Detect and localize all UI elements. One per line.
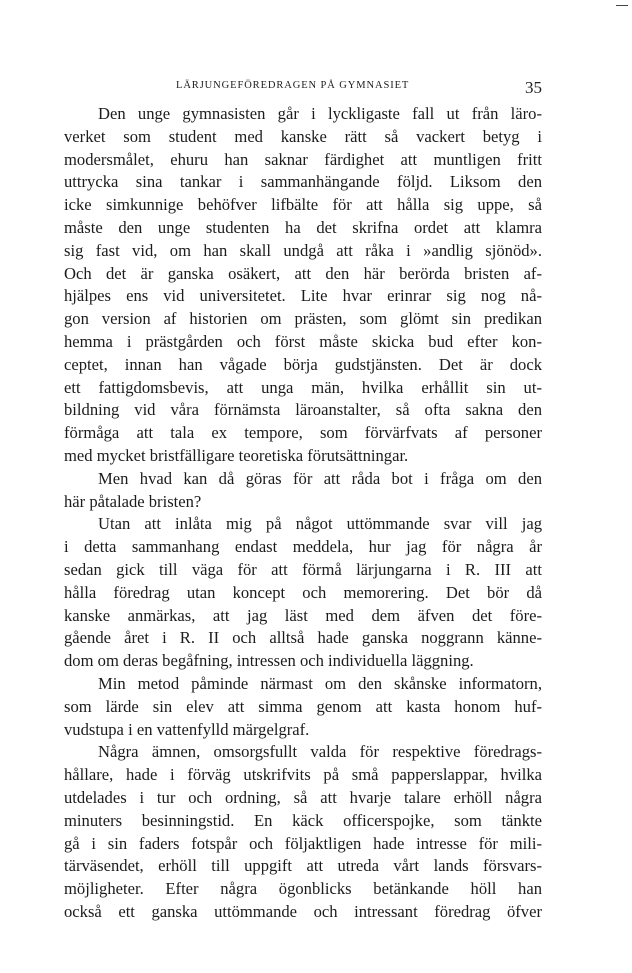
text-line: bildning vid våra förnämsta läroanstalter, så ofta sakna den: [64, 400, 542, 420]
text-line: som lärde sin elev att simma genom att kasta honom huf-: [64, 696, 542, 716]
text-line: uttrycka sina tankar i sammanhängande följd. Liksom den: [64, 172, 542, 192]
page-edge-mark: [616, 5, 628, 6]
text-line: Min metod påminde närmast om den skånske informatorn,: [98, 673, 542, 693]
text-line: tärväsendet, erhöll till uppgift att utreda vårt lands försvars-: [64, 856, 542, 876]
text-line: hålla föredrag utan koncept och memorering. Det bör då: [64, 582, 542, 602]
text-line: måste den unge studenten ha det skrifna ordet att klamra: [64, 217, 542, 237]
text-line: sig fast vid, om han skall undgå att råka i »andlig sjönöd».: [64, 240, 542, 260]
page-number: 35: [525, 78, 542, 97]
text-line: kanske anmärkas, att jag läst med dem äfven det före-: [64, 605, 542, 625]
text-line: modersmålet, ehuru han saknar färdighet att muntligen fritt: [64, 149, 542, 169]
text-line: gon version af historien om prästen, som glömt sin predikan: [64, 309, 542, 329]
text-line: också ett ganska uttömmande och intressant föredrag öfver: [64, 901, 542, 921]
text-line: möjligheter. Efter några ögonblicks betänkande höll han: [64, 879, 542, 899]
text-line: utdelades i tur och ordning, så att hvarje talare erhöll några: [64, 787, 542, 807]
text-line: Och det är ganska osäkert, att den här berörda bristen af-: [64, 263, 542, 283]
page-header: [64, 78, 542, 100]
text-line: här påtalade bristen?: [64, 491, 202, 511]
text-line: vudstupa i en vattenfylld märgelgraf.: [64, 719, 310, 739]
text-line: icke simkunnige behöfver lifbälte för att hålla sig uppe, så: [64, 195, 542, 215]
text-line: i detta sammanhang endast meddela, hur jag för några år: [64, 537, 542, 557]
text-line: Utan att inlåta mig på något uttömmande svar vill jag: [98, 514, 542, 534]
text-line: Men hvad kan då göras för att råda bot i fråga om den: [98, 468, 542, 488]
text-line: minuters besinningstid. En käck officerspojke, som tänkte: [64, 810, 542, 830]
text-line: ceptet, innan han vågade börja gudstjänsten. Det är dock: [64, 354, 542, 374]
text-line: ett fattigdomsbevis, att unga män, hvilka erhållit sin ut-: [64, 377, 542, 397]
text-line: verket som student med kanske rätt så vackert betyg i: [64, 126, 542, 146]
text-line: sedan gick till väga för att förmå lärjungarna i R. III att: [64, 559, 542, 579]
text-line: hemma i prästgården och först måste skicka bud efter kon-: [64, 331, 542, 351]
text-line: förmåga att tala ex tempore, som förvärfvats af personer: [64, 423, 542, 443]
text-line: Några ämnen, omsorgsfullt valda för respektive föredrags-: [98, 742, 542, 762]
text-line: gå i sin faders fotspår och följaktligen hade intresse för mili-: [64, 833, 542, 853]
running-head: LÄRJUNGEFÖREDRAGEN PÅ GYMNASIET: [176, 80, 410, 91]
body-text: [64, 103, 542, 924]
text-line: dom om deras begåfning, intressen och individuella läggning.: [64, 651, 474, 671]
text-line: Den unge gymnasisten går i lyckligaste fall ut från läro-: [98, 104, 542, 123]
text-line: hjälpes ens vid universitetet. Lite hvar erinrar sig nog nå-: [64, 286, 542, 306]
text-line: gående året i R. II och alltså hade ganska noggrann känne-: [64, 628, 542, 648]
text-line: med mycket bristfälligare teoretiska förutsättningar.: [64, 445, 409, 465]
text-line: hållare, hade i förväg utskrifvits på små papperslappar, hvilka: [64, 765, 542, 785]
